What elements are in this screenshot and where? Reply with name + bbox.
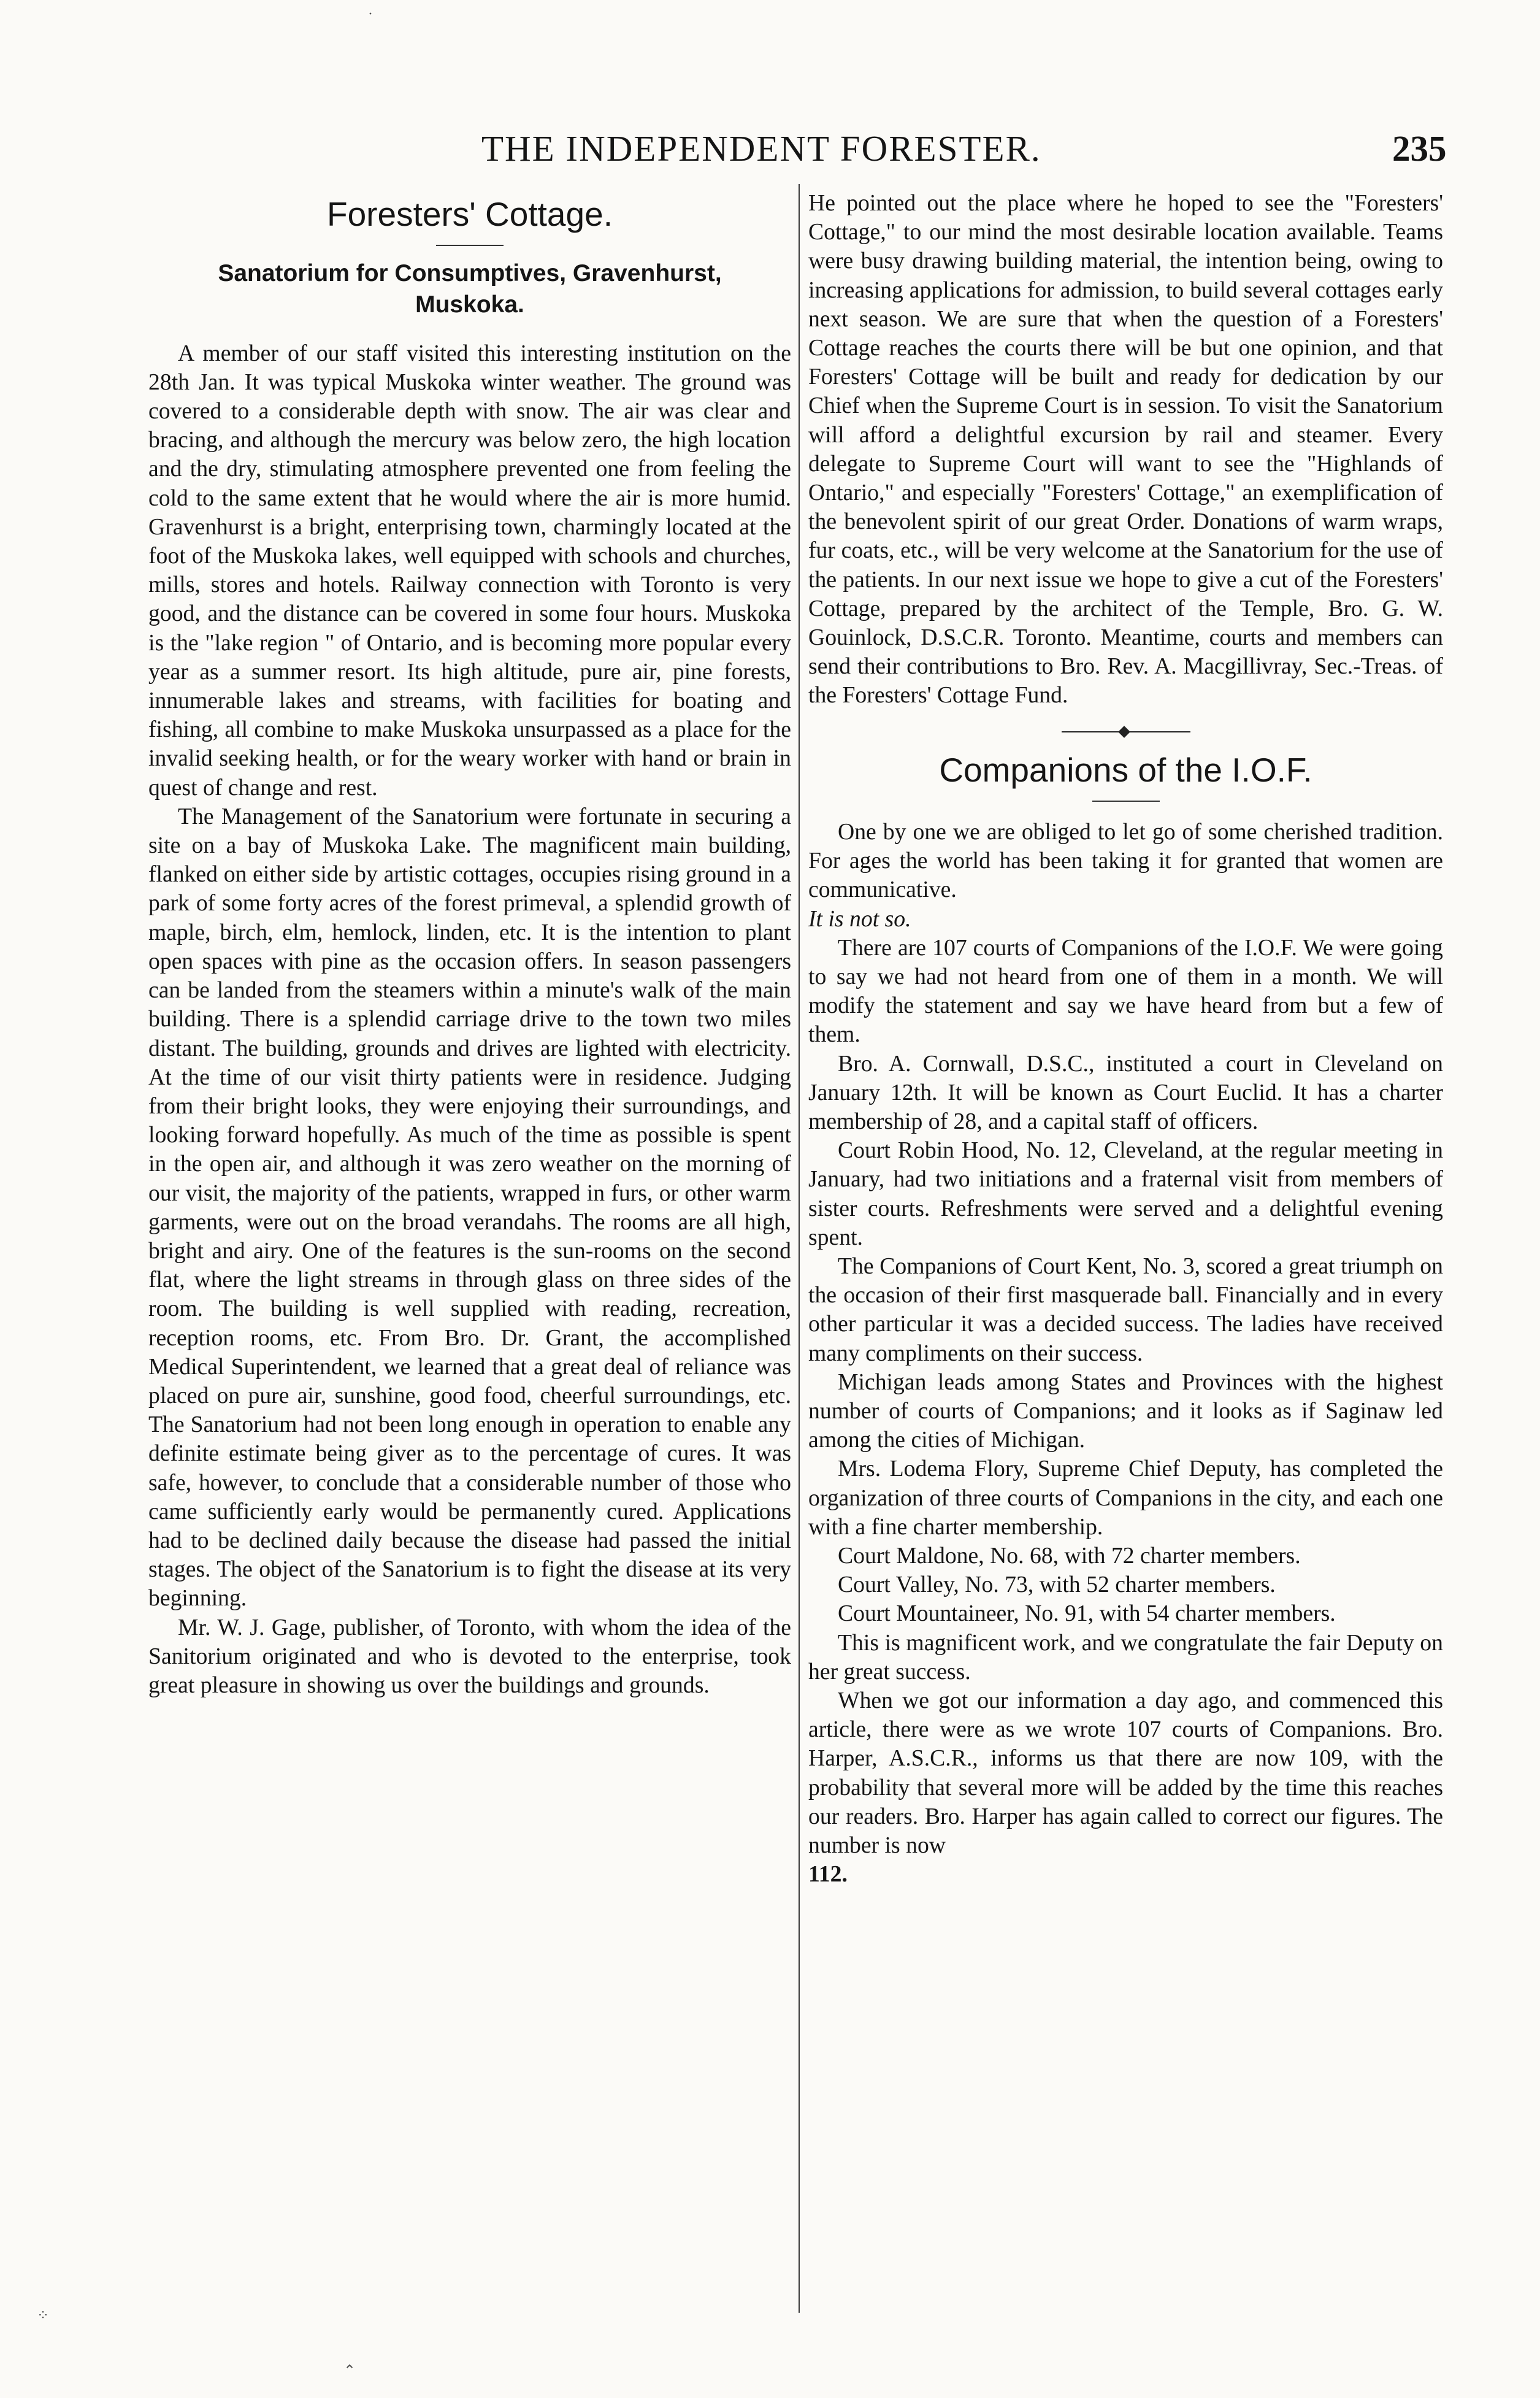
article-paragraph: Michigan leads among States and Provinces with the highest number of courts of Companions; and it looks as if Saginaw led among the cities of Michigan. <box>808 1369 1443 1453</box>
article-paragraph: Court Mountaineer, No. 91, with 54 charter members. <box>838 1601 1336 1627</box>
article-subheadline: Sanatorium for Consumptives, Gravenhurst, Muskoka. <box>218 260 722 318</box>
article-paragraph: This is magnificent work, and we congratulate the fair Deputy on her great success. <box>808 1629 1443 1685</box>
print-speck: ⁘ <box>37 2308 50 2324</box>
article-paragraph: The Management of the Sanatorium were fortunate in securing a site on a bay of Muskoka Lake. The magnificent main building, flanked on either side by artistic cottages, occupies rising ground in a park of some forty acres of the forest primeval, a splendid growth of maple, birch, elm, hemlock, linden, etc. It is the intention to plant open spaces with pine as the occasion offers. In season passengers can be landed from the steamers within a minute's walk of the main building. There is a splendid carriage drive to the town two miles distant. The building, grounds and drives are lighted with electricity. At the time of our visit thirty patients were in residence. Judging from their bright looks, they were enjoying their surroundings, and looking forward hopefully. As much of the time as possible is spent in the open air, and although it was zero weather on the morning of our visit, the majority of the patients, wrapped in furs, or other warm garments, were out on the broad verandahs. The rooms are all high, bright and airy. One of the features is the sun-rooms on the second flat, where the light streams in through glass on three sides of the room. The building is well supplied with reading, recreation, reception rooms, etc. From Bro. Dr. Grant, the accomplished Medical Superintendent, we learned that a great deal of reliance was placed on pure air, sunshine, good food, cheerful surroundings, etc. The Sanatorium had not been long enough in operation to enable any definite estimate being giver as to the percentage of cures. It was safe, however, to conclude that a considerable number of those who came sufficiently early would be permanently cured. Applications had to be declined daily because the disease had passed the initial stages. The object of the Sanatorium is to fight the disease at its very beginning. <box>148 803 791 1612</box>
headline-rule <box>436 245 504 246</box>
article-paragraph: Court Valley, No. 73, with 52 charter members. <box>838 1572 1276 1598</box>
right-column <box>808 189 1443 1889</box>
article-continuation: He pointed out the place where he hoped to see the "Foresters' Cottage," to our mind the most desirable location available. Teams were busy drawing building material, the intention being, owing to increasing applications for admission, to build several cottages early next season. We are sure that when the question of a Foresters' Cottage reaches the courts there will be but one opinion, and that Foresters' Cottage will be built and ready for dedication by our Chief when the Supreme Court is in session. To visit the Sanatorium will afford a delightful excursion by rail and steamer. Every delegate to Supreme Court will want to see the "Highlands of Ontario," and especially "Foresters' Cottage," an exemplification of the benevolent spirit of our great Order. Donations of warm wraps, fur coats, etc., will be very welcome at the Sanatorium for the use of the patients. In our next issue we hope to give a cut of the Foresters' Cottage, prepared by the architect of the Temple, Bro. G. W. Gouinlock, D.S.C.R. Toronto. Meantime, courts and members can send their contributions to Bro. Rev. A. Macgillivray, Sec.-Treas. of the Foresters' Cottage Fund. <box>808 190 1443 709</box>
article-paragraph: Mr. W. J. Gage, publisher, of Toronto, with whom the idea of the Sanitorium originated and who is devoted to the enterprise, took great pleasure in showing us over the buildings and grounds. <box>148 1614 791 1698</box>
article-paragraph: Court Maldone, No. 68, with 72 charter members. <box>838 1542 1301 1569</box>
article-paragraph: Bro. A. Cornwall, D.S.C., instituted a court in Cleveland on January 12th. It will be known as Court Euclid. It has a charter membership of 28, and a capital staff of officers. <box>808 1050 1443 1134</box>
ornament-diamond <box>1118 726 1130 738</box>
section-ornament-rule <box>1062 729 1190 735</box>
column-divider <box>799 184 800 2313</box>
running-header <box>0 0 1540 184</box>
final-court-count: 112. <box>808 1861 848 1888</box>
page-number: 235 <box>1392 128 1447 169</box>
article-paragraph: Mrs. Lodema Flory, Supreme Chief Deputy, has completed the organization of three courts of Companions in the city, and each one with a fine charter membership. <box>808 1456 1443 1540</box>
article-paragraph: The Companions of Court Kent, No. 3, scored a great triumph on the occasion of their first masquerade ball. Financially and in every other particular it was a decided success. The ladies have received many compliments on their success. <box>808 1253 1443 1366</box>
article-headline-foresters-cottage: Foresters' Cottage. <box>327 195 613 233</box>
article-paragraph: A member of our staff visited this interesting institution on the 28th Jan. It was typical Muskoka winter weather. The ground was covered to a considerable depth with snow. The air was clear and bracing, and although the mercury was below zero, the high location and the dry, stimulating atmosphere prevented one from feeling the cold to the same extent that he would where the air is more humid. Gravenhurst is a bright, enterprising town, charmingly located at the foot of the Muskoka lakes, well equipped with schools and churches, mills, stores and hotels. Railway connection with Toronto is very good, and the distance can be covered in some four hours. Muskoka is the "lake region " of Ontario, and is becoming more popular every year as a summer resort. Its high altitude, pure air, pine forests, innumerable lakes and streams, with facilities for boating and fishing, all combine to make Muskoka unsurpassed as a place for the invalid seeking health, or for the weary worker with hand or brain in quest of change and rest. <box>148 340 791 801</box>
left-column <box>148 189 791 1700</box>
article-paragraph: When we got our information a day ago, and commenced this article, there were as we wrote 107 courts of Companions. Bro. Harper, A.S.C.R., informs us that there are now 109, with the probability that several more will be added by the time this reaches our readers. Bro. Harper has again called to correct our figures. The number is now <box>808 1688 1443 1859</box>
article-paragraph: There are 107 courts of Companions of the I.O.F. We were going to say we had not heard from one of them in a month. We will modify the statement and say we have heard from but a few of them. <box>808 934 1443 1048</box>
article-headline-companions: Companions of the I.O.F. <box>939 750 1312 789</box>
article-intro: One by one we are obliged to let go of some cherished tradition. For ages the world has been taking it for granted that women are communicative. <box>808 818 1443 903</box>
print-speck: · <box>368 6 373 22</box>
headline-rule <box>1092 801 1160 802</box>
print-speck: ⌃ <box>343 2363 356 2379</box>
journal-title: THE INDEPENDENT FORESTER. <box>481 128 1041 169</box>
article-aside: It is not so. <box>808 905 911 932</box>
article-paragraph: Court Robin Hood, No. 12, Cleveland, at the regular meeting in January, had two initiations and a fraternal visit from members of sister courts. Refreshments were served and a delightful evening spent. <box>808 1137 1443 1250</box>
